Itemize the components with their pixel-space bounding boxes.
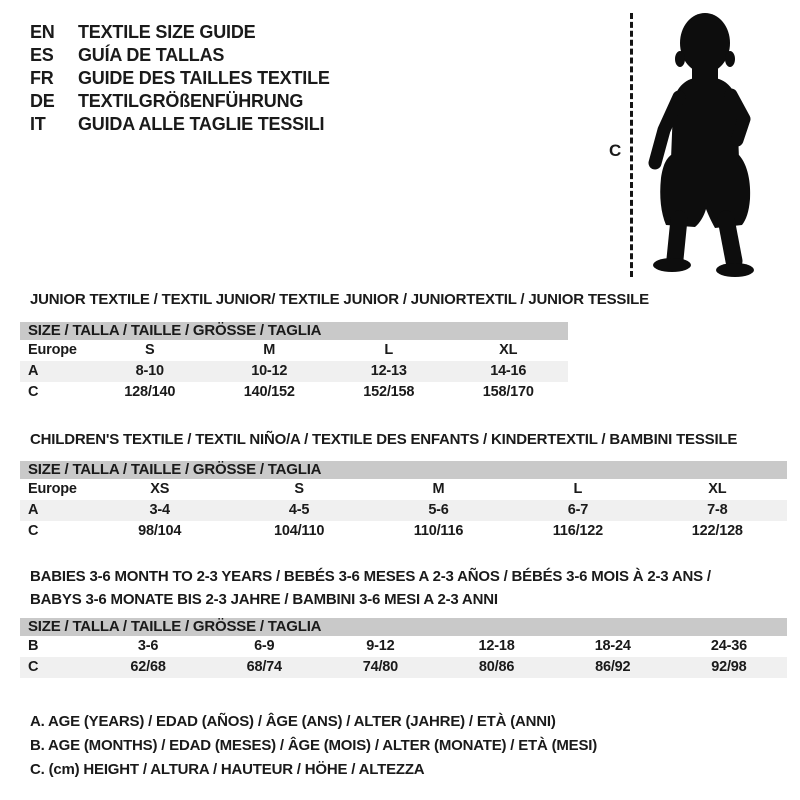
legend-line-age-months: B. AGE (MONTHS) / EDAD (MESES) / ÂGE (MOIS) / ALTER (MONATE) / ETÀ (MESI) bbox=[30, 737, 598, 754]
table-row-height-cm bbox=[20, 521, 787, 542]
language-code: DE bbox=[30, 91, 55, 111]
height-value: 152/158 bbox=[363, 384, 415, 400]
row-label: A bbox=[28, 502, 39, 518]
guide-title: TEXTILGRÖßENFÜHRUNG bbox=[78, 91, 304, 111]
height-value: 116/122 bbox=[552, 523, 603, 539]
height-value: 122/128 bbox=[691, 523, 743, 539]
legend-line-age-years: A. AGE (YEARS) / EDAD (AÑOS) / ÂGE (ANS) / ALTER (JAHRE) / ETÀ (ANNI) bbox=[30, 713, 556, 730]
table-row-height-cm bbox=[20, 657, 787, 678]
size-value: XL bbox=[708, 481, 727, 497]
legend-line-height: C. (cm) HEIGHT / ALTURA / HAUTEUR / HÖHE / ALTEZZA bbox=[30, 761, 425, 778]
size-value: M bbox=[432, 481, 445, 497]
row-label: Europe bbox=[28, 342, 77, 358]
row-label: A bbox=[28, 363, 39, 379]
size-header-bar: SIZE / TALLA / TAILLE / GRÖSSE / TAGLIA bbox=[20, 461, 787, 479]
table-row-europe bbox=[20, 479, 787, 500]
guide-title: GUIDE DES TAILLES TEXTILE bbox=[78, 68, 330, 88]
height-value: 62/68 bbox=[130, 659, 166, 675]
table-row-age-months bbox=[20, 636, 787, 657]
section-title-line: BABYS 3-6 MONATE BIS 2-3 JAHRE / BAMBINI 3-6 MESI A 2-3 ANNI bbox=[30, 591, 498, 608]
age-value: 12-18 bbox=[478, 638, 515, 654]
guide-title: GUÍA DE TALLAS bbox=[78, 45, 225, 65]
language-row-it bbox=[30, 113, 330, 136]
age-value: 10-12 bbox=[251, 363, 288, 379]
language-row-en bbox=[30, 21, 330, 44]
age-value: 4-5 bbox=[288, 502, 310, 518]
height-value: 128/140 bbox=[124, 384, 176, 400]
height-value: 104/110 bbox=[273, 523, 325, 539]
height-value: 158/170 bbox=[482, 384, 534, 400]
table-row-age-years bbox=[20, 361, 568, 382]
size-value: L bbox=[384, 342, 394, 358]
age-value: 24-36 bbox=[710, 638, 747, 654]
age-value: 6-9 bbox=[254, 638, 275, 654]
section-title-junior: JUNIOR TEXTILE / TEXTIL JUNIOR/ TEXTILE JUNIOR / JUNIORTEXTIL / JUNIOR TESSILE bbox=[30, 291, 649, 308]
table-row-europe bbox=[20, 340, 568, 361]
height-measure-line bbox=[630, 13, 633, 277]
age-value: 8-10 bbox=[135, 363, 164, 379]
height-value: 98/104 bbox=[138, 523, 182, 539]
section-title-babies bbox=[30, 565, 711, 611]
row-label: B bbox=[28, 638, 39, 654]
size-value: S bbox=[145, 342, 155, 358]
height-value: 86/92 bbox=[595, 659, 631, 675]
section-title-children: CHILDREN'S TEXTILE / TEXTIL NIÑO/A / TEXTILE DES ENFANTS / KINDERTEXTIL / BAMBINI TESSILE bbox=[30, 431, 738, 448]
row-label: C bbox=[28, 659, 39, 675]
row-label: Europe bbox=[28, 481, 77, 497]
legend-block bbox=[30, 710, 597, 782]
age-value: 12-13 bbox=[370, 363, 407, 379]
age-value: 9-12 bbox=[366, 638, 395, 654]
height-value: 74/80 bbox=[362, 659, 399, 675]
height-value: 110/116 bbox=[413, 523, 464, 539]
size-value: L bbox=[573, 481, 583, 497]
size-header-bar: SIZE / TALLA / TAILLE / GRÖSSE / TAGLIA bbox=[20, 322, 568, 340]
language-title-block bbox=[30, 21, 330, 136]
age-value: 18-24 bbox=[594, 638, 631, 654]
age-value: 14-16 bbox=[490, 363, 527, 379]
section-title-line: BABIES 3-6 MONTH TO 2-3 YEARS / BEBÉS 3-6 MESES A 2-3 AÑOS / BÉBÉS 3-6 MOIS À 2-3 ANS / bbox=[30, 568, 711, 585]
size-value: M bbox=[263, 342, 276, 358]
language-row-de bbox=[30, 90, 330, 113]
guide-title: TEXTILE SIZE GUIDE bbox=[78, 22, 256, 42]
junior-size-table bbox=[20, 322, 568, 403]
language-code: IT bbox=[30, 114, 46, 134]
row-label: C bbox=[28, 523, 39, 539]
baby-silhouette bbox=[645, 13, 755, 277]
height-value: 140/152 bbox=[243, 384, 295, 400]
height-value: 80/86 bbox=[478, 659, 515, 675]
size-value: XS bbox=[150, 481, 170, 497]
language-row-fr bbox=[30, 67, 330, 90]
figure-height-label: C bbox=[609, 141, 622, 160]
age-value: 6-7 bbox=[567, 502, 589, 518]
row-label: C bbox=[28, 384, 39, 400]
height-value: 92/98 bbox=[711, 659, 747, 675]
language-code: ES bbox=[30, 45, 54, 65]
babies-size-table bbox=[20, 618, 787, 678]
table-row-height-cm bbox=[20, 382, 568, 403]
age-value: 3-4 bbox=[149, 502, 170, 518]
language-row-es bbox=[30, 44, 330, 67]
guide-title: GUIDA ALLE TAGLIE TESSILI bbox=[78, 114, 325, 134]
height-value: 68/74 bbox=[246, 659, 282, 675]
age-value: 5-6 bbox=[428, 502, 449, 518]
size-value: XL bbox=[499, 342, 518, 358]
age-value: 7-8 bbox=[707, 502, 728, 518]
language-code: FR bbox=[30, 68, 54, 88]
size-value: S bbox=[294, 481, 304, 497]
children-size-table bbox=[20, 461, 787, 542]
size-header-bar: SIZE / TALLA / TAILLE / GRÖSSE / TAGLIA bbox=[20, 618, 787, 636]
language-code: EN bbox=[30, 22, 55, 42]
age-value: 3-6 bbox=[137, 638, 159, 654]
table-row-age-years bbox=[20, 500, 787, 521]
